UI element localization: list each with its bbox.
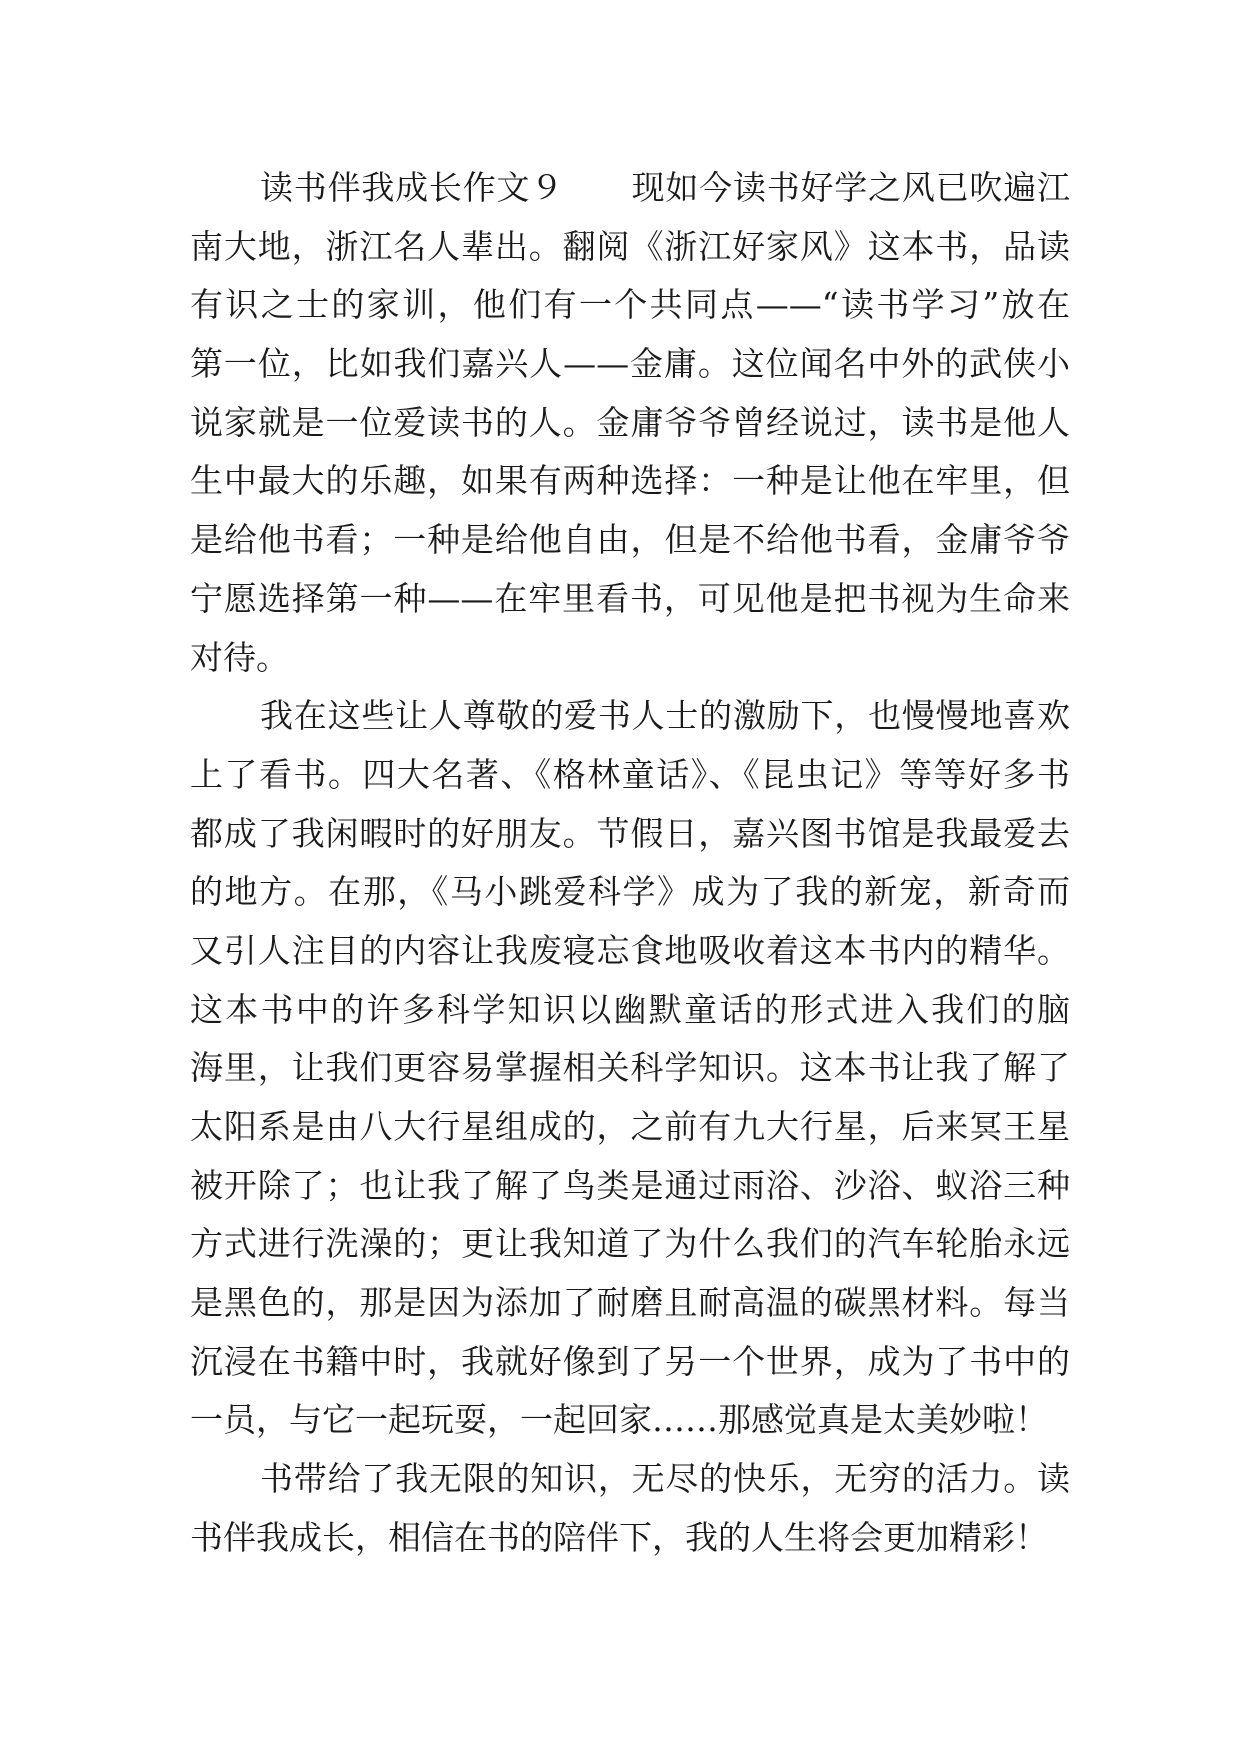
line-09: 对待。 — [190, 637, 289, 677]
line-13: 的地方。在那，《马小跳爱科学》成为了我的新宠，新奇而 — [190, 872, 1070, 912]
line-19: 方式进行洗澡的；更让我知道了为什么我们的汽车轮胎永远 — [190, 1224, 1070, 1264]
line-14: 又引人注目的内容让我废寝忘食地吸收着这本书内的精华。 — [190, 930, 1070, 970]
line-23: 书带给了我无限的知识，无尽的快乐，无穷的活力。读 — [260, 1459, 1070, 1499]
line-22: 一员，与它一起玩耍，一起回家……那感觉真是太美妙啦！ — [190, 1400, 1048, 1440]
line-15: 这本书中的许多科学知识以幽默童话的形式进入我们的脑 — [190, 989, 1070, 1029]
line-21: 沉浸在书籍中时，我就好像到了另一个世界，成为了书中的 — [190, 1341, 1070, 1381]
line-11: 上了看书。四大名著、《格林童话》、《昆虫记》等等好多书 — [190, 754, 1070, 794]
line-12: 都成了我闲暇时的好朋友。节假日，嘉兴图书馆是我最爱去 — [190, 813, 1070, 853]
line-24: 书伴我成长，相信在书的陪伴下，我的人生将会更加精彩！ — [190, 1517, 1048, 1557]
line-01: 读书伴我成长作文９ 现如今读书好学之风已吹遍江 — [260, 168, 1070, 207]
line-05: 说家就是一位爱读书的人。金庸爷爷曾经说过，读书是他人 — [190, 402, 1070, 442]
line-02: 南大地，浙江名人辈出。翻阅《浙江好家风》这本书，品读 — [190, 226, 1070, 266]
line-04: 第一位，比如我们嘉兴人——金庸。这位闻名中外的武侠小 — [190, 344, 1070, 384]
article-body — [190, 159, 1070, 1568]
line-18: 被开除了；也让我了解了鸟类是通过雨浴、沙浴、蚁浴三种 — [190, 1165, 1070, 1205]
line-03: 有识之士的家训，他们有一个共同点——“读书学习”放在 — [190, 285, 1070, 325]
line-10: 我在这些让人尊敬的爱书人士的激励下，也慢慢地喜欢 — [260, 696, 1070, 736]
line-06: 生中最大的乐趣，如果有两种选择：一种是让他在牢里，但 — [190, 461, 1070, 501]
line-08: 宁愿选择第一种——在牢里看书，可见他是把书视为生命来 — [190, 578, 1070, 618]
line-16: 海里，让我们更容易掌握相关科学知识。这本书让我了解了 — [190, 1048, 1070, 1088]
line-07: 是给他书看；一种是给他自由，但是不给他书看，金庸爷爷 — [190, 520, 1070, 560]
line-20: 是黑色的，那是因为添加了耐磨且耐高温的碳黑材料。每当 — [190, 1283, 1070, 1323]
line-17: 太阳系是由八大行星组成的，之前有九大行星，后来冥王星 — [190, 1107, 1070, 1146]
